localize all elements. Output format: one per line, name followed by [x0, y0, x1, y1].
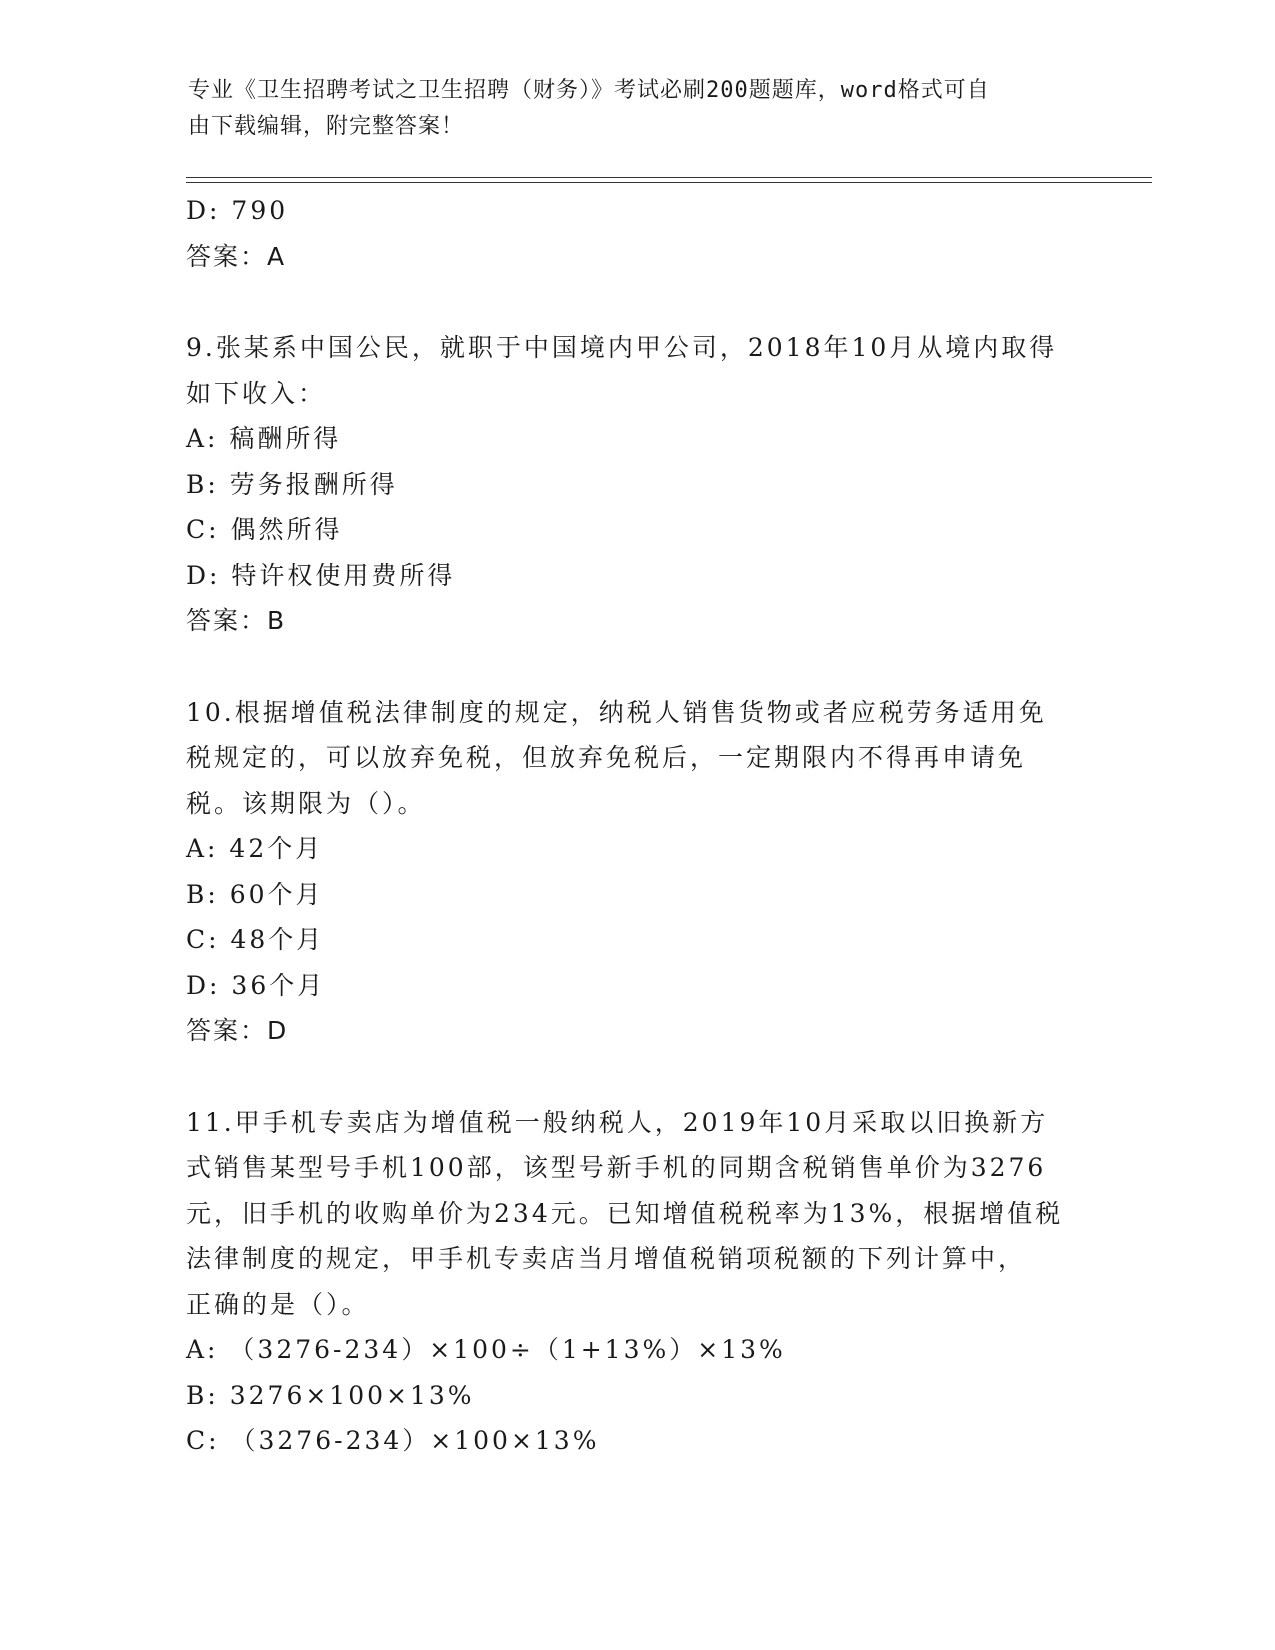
- option-b: B: 3276×100×13%: [186, 1380, 475, 1410]
- option-d: D: 36个月: [186, 970, 326, 1000]
- spacer: [186, 279, 1086, 325]
- header-line-2: 由下载编辑，附完整答案！: [188, 114, 465, 139]
- spacer: [186, 1054, 1086, 1100]
- option-b: B: 60个月: [186, 879, 324, 909]
- option-c: C: 偶然所得: [186, 515, 343, 544]
- question-stem-line: 9.张某系中国公民，就职于中国境内甲公司，2018年10月从境内取得: [186, 333, 1058, 362]
- header-rule-bottom: [186, 182, 1152, 183]
- option-b: B: 劳务报酬所得: [186, 469, 398, 499]
- document-body: [186, 188, 1086, 1464]
- option-a: A: 稿酬所得: [186, 424, 342, 453]
- option-c: C: （3276-234）×100×13%: [186, 1426, 600, 1455]
- answer-label: 答案：A: [186, 241, 287, 271]
- answer-label: 答案：B: [186, 606, 287, 635]
- option-d: D: 特许权使用费所得: [186, 560, 456, 590]
- question-10: [186, 690, 1086, 1054]
- question-stem-line: 税。该期限为（）。: [186, 788, 426, 818]
- option-a: A: （3276-234）×100÷（1+13%）×13%: [186, 1335, 786, 1364]
- answer-label: 答案：D: [186, 1016, 289, 1045]
- option-c: C: 48个月: [186, 925, 325, 954]
- question-9: [186, 325, 1086, 644]
- question-stem-line: 法律制度的规定，甲手机专卖店当月增值税销项税额的下列计算中，: [186, 1244, 1027, 1273]
- question-stem-line: 正确的是（）。: [186, 1289, 370, 1319]
- question-stem-line: 如下收入：: [186, 378, 327, 408]
- document-header: [188, 73, 1088, 145]
- header-rule-top: [186, 177, 1152, 178]
- header-line-1: 专业《卫生招聘考试之卫生招聘（财务）》考试必刷200题题库，word格式可自: [188, 78, 990, 103]
- question-11: [186, 1100, 1086, 1464]
- question-stem-line: 元，旧手机的收购单价为234元。已知增值税税率为13%，根据增值税: [186, 1198, 1064, 1228]
- option-d: D: 790: [186, 196, 289, 225]
- question-stem-line: 式销售某型号手机100部，该型号新手机的同期含税销售单价为3276: [186, 1153, 1047, 1182]
- question-stem-line: 10.根据增值税法律制度的规定，纳税人销售货物或者应税劳务适用免: [186, 697, 1047, 727]
- spacer: [186, 644, 1086, 690]
- question-stem-line: 11.甲手机专卖店为增值税一般纳税人，2019年10月采取以旧换新方: [186, 1107, 1049, 1137]
- option-a: A: 42个月: [186, 834, 324, 863]
- previous-question-tail: [186, 188, 1086, 279]
- question-stem-line: 税规定的，可以放弃免税，但放弃免税后，一定期限内不得再申请免: [186, 743, 1027, 772]
